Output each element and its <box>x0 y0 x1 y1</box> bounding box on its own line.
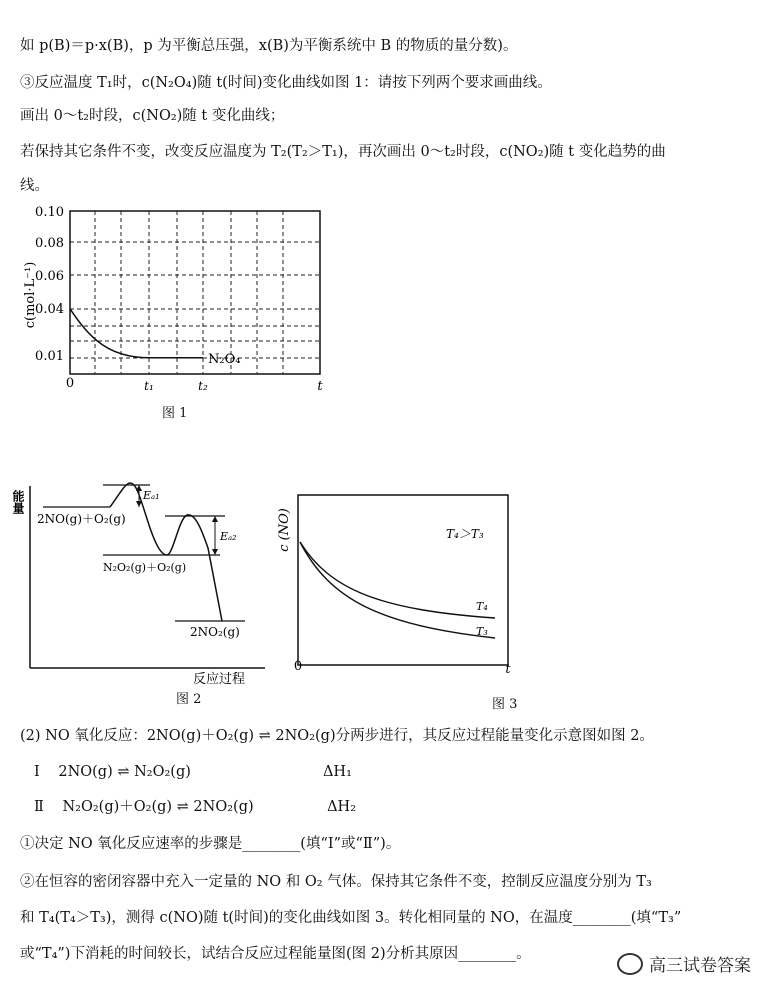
text-line-5: 线。 <box>20 178 49 194</box>
fig2-level3-label: 2NO₂(g) <box>190 625 240 639</box>
fig3-x-label: t <box>505 662 511 677</box>
text-line-4: 若保持其它条件不变，改变反应温度为 T₂(T₂＞T₁)，再次画出 0～t₂时段，c(NO₂)随 t 变化趋势的曲 <box>20 144 666 160</box>
fig1-y-tick-2: 0.08 <box>35 236 64 251</box>
figure-1-chart <box>20 200 380 394</box>
text-line-2: ③反应温度 T₁时，c(N₂O₄)随 t(时间)变化曲线如图 1：请按下列两个要求画曲线。 <box>20 75 552 91</box>
fig1-x-tick-t1: t₁ <box>144 379 154 393</box>
fig2-level1-label: 2NO(g)＋O₂(g) <box>37 512 126 526</box>
fig1-series-label: N₂O₄ <box>208 352 241 367</box>
figure-3-chart <box>277 490 530 680</box>
step-1-label: Ⅰ <box>34 764 40 780</box>
fig3-condition: T₄＞T₃ <box>446 527 484 541</box>
text-line-6: (2) NO 氧化反应：2NO(g)＋O₂(g) ⇌ 2NO₂(g)分两步进行，其反应过程能量变化示意图如图 2。 <box>20 728 654 744</box>
fig1-x-tick-t2: t₂ <box>198 379 208 393</box>
step-1-equation: 2NO(g) ⇌ N₂O₂(g) <box>58 764 191 780</box>
fig2-level2-label: N₂O₂(g)＋O₂(g) <box>103 561 187 574</box>
text-line-3: 画出 0～t₂时段，c(NO₂)随 t 变化曲线； <box>20 108 285 124</box>
figure-1-caption: 图 1 <box>162 406 188 421</box>
fig3-t3-label: T₃ <box>476 625 488 638</box>
step-2-label: Ⅱ <box>34 799 44 815</box>
text-line-1: 如 p(B)＝p·x(B)，p 为平衡总压强，x(B)为平衡系统中 B 的物质的量分数)。 <box>20 38 518 54</box>
watermark <box>617 951 751 976</box>
step-2-equation: N₂O₂(g)＋O₂(g) ⇌ 2NO₂(g) <box>62 799 254 815</box>
fig3-y-label: c (NO) <box>277 508 292 552</box>
fig2-ea1-label: Eₐ₁ <box>143 489 160 502</box>
fig1-x-tick-t: t <box>317 379 323 394</box>
text-line-12: 或“T₄”)下消耗的时间较长，试结合反应过程能量图(图 2)分析其原因________。 <box>20 946 531 962</box>
fig3-x-origin: 0 <box>293 659 303 674</box>
text-line-10: ②在恒容的密闭容器中充入一定量的 NO 和 O₂ 气体。保持其它条件不变，控制反应温度分别为 T₃ <box>20 874 652 890</box>
fig1-y-tick-4: 0.04 <box>35 302 64 317</box>
fig1-x-origin: 0 <box>65 376 75 391</box>
step-2-dh: ΔH₂ <box>327 799 357 815</box>
text-line-8 <box>34 797 356 817</box>
fig1-y-tick-3: 0.06 <box>35 269 64 284</box>
fig2-ea2-label: Eₐ₂ <box>220 530 237 543</box>
figure-3-caption: 图 3 <box>492 697 518 712</box>
n2o4-curve <box>70 309 203 358</box>
step-1-dh: ΔH₁ <box>322 764 352 780</box>
fig3-t4-label: T₄ <box>476 600 488 613</box>
fig1-y-tick-5: 0.01 <box>35 349 64 364</box>
fig2-y-label: 能量 <box>11 490 25 514</box>
fig2-x-label: 反应过程 <box>193 672 246 687</box>
watermark-text: 高三试卷答案 <box>649 956 751 976</box>
wechat-icon <box>617 953 643 975</box>
fig1-y-tick-1: 0.10 <box>35 205 64 220</box>
fig1-y-label: c(mol·L⁻¹) <box>23 261 38 329</box>
text-line-9: ①决定 NO 氧化反应速率的步骤是________(填“Ⅰ”或“Ⅱ”)。 <box>20 836 401 852</box>
text-line-7 <box>34 762 352 782</box>
figure-2-energy-diagram <box>11 478 275 687</box>
figure-2-caption: 图 2 <box>176 692 202 707</box>
text-line-11: 和 T₄(T₄＞T₃)，测得 c(NO)随 t(时间)的变化曲线如图 3。转化相同量的 NO，在温度________(填“T₃” <box>20 910 682 926</box>
